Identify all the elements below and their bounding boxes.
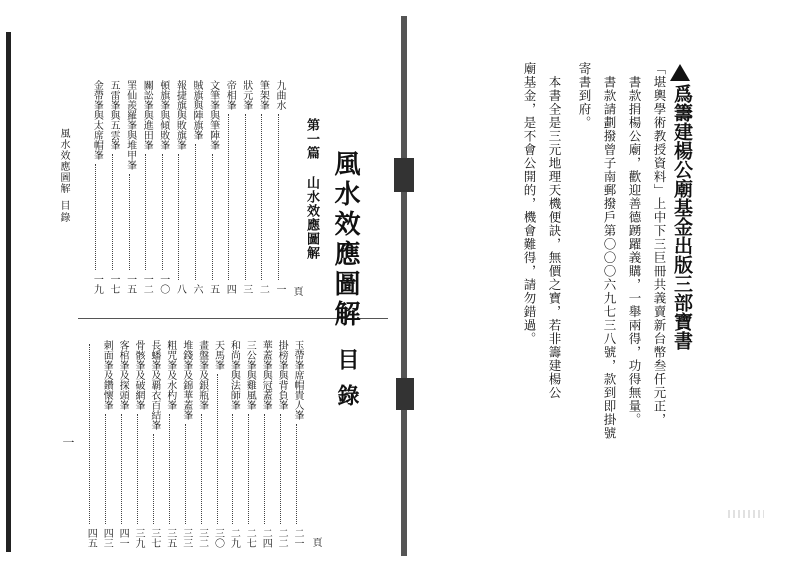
toc-leader-dots: [145, 154, 146, 270]
toc-entry: [123, 80, 137, 294]
toc-entry-title: 掛榜峯與背負峯: [276, 340, 288, 410]
toc-leader-dots: [228, 114, 229, 280]
toc-leader-dots: [169, 414, 170, 524]
book-title: 風水效應圖解: [330, 150, 360, 330]
toc-leader-dots: [195, 144, 196, 280]
toc-heading: 目錄: [334, 348, 360, 420]
toc-entry-page: 二四: [260, 528, 272, 548]
toc-entry: [189, 80, 203, 294]
toc-leader-dots: [232, 414, 233, 524]
toc-entry-page: 三三: [180, 528, 192, 548]
toc-entry-title: 刺面峯及鑽懷峯: [101, 340, 113, 410]
ad-text-line: 書款捐楊公廟，歡迎善德踴躍義購，一舉兩得，功得無量。: [627, 62, 642, 427]
toc-entry-title: 長蟠峯及覇衣百結峯: [148, 340, 160, 430]
toc-entry-title: 金帶峯與太席帽峯: [91, 80, 103, 160]
toc-entry-title: 帝相峯: [224, 80, 236, 110]
toc-entry-page: 一九: [91, 274, 103, 294]
toc-entry: [206, 80, 220, 294]
toc-entry: [172, 80, 186, 294]
toc-entry-page: 二一: [292, 528, 303, 548]
ad-text-line: 書款請劃撥曾子南郵撥戶第〇〇〇六九七三八號，款到即掛號: [602, 62, 617, 440]
toc-entry-page: 二二: [276, 528, 288, 548]
ad-text-line: 「堪輿學術教授資料」上中下三巨冊共義賣新台幣叁仟元正，: [652, 62, 667, 427]
page-unit-bottom: 頁: [310, 537, 321, 547]
toc-leader-dots: [280, 414, 281, 524]
toc-entry-page: 六: [191, 284, 202, 294]
spine-clip-bottom: [396, 378, 414, 410]
chapter-title: 第一篇 山水效應圖解: [304, 118, 319, 260]
toc-entry-title: 華蓋峯與冠蓋峯: [260, 340, 272, 410]
toc-leader-dots: [261, 114, 262, 280]
toc-entry: [211, 340, 225, 548]
toc-leader-dots: [153, 434, 154, 524]
toc-leader-dots: [201, 414, 202, 524]
toc-leader-dots: [162, 154, 163, 270]
toc-entry: [115, 340, 129, 548]
toc-entry-title: 賊旗與陣旗峯: [191, 80, 202, 140]
toc-leader-dots: [217, 374, 218, 524]
toc-entry-page: 五: [207, 284, 219, 294]
toc-leader-dots: [212, 154, 213, 280]
toc-entry-title: 畫盤峯及銀瓶峯: [196, 340, 208, 410]
toc-entry-page: 二: [257, 284, 269, 294]
toc-leader-dots: [95, 164, 96, 270]
toc-entry: [131, 340, 145, 548]
toc-entry-page: 一: [274, 284, 285, 294]
toc-entry: [258, 340, 272, 548]
toc-entry-title: 文筆峯與筆陣峯: [207, 80, 219, 150]
toc-entry: [106, 80, 120, 294]
toc-entry: [147, 340, 161, 548]
toc-entry-page: 八: [174, 284, 186, 294]
toc-leader-dots: [89, 344, 90, 524]
center-spine: [401, 16, 407, 556]
running-title: 風水效應圖解: [58, 128, 69, 194]
ad-triangle-icon: [670, 64, 690, 81]
toc-entry: [239, 80, 253, 294]
ad-text-line: 本書全是三元地理天機便訣，無價之寶，若非籌建楊公: [547, 62, 562, 400]
toc-entry-page: 四一: [117, 528, 129, 548]
toc-entry-page: 四五: [85, 528, 97, 548]
toc-entry-page: 三: [240, 284, 252, 294]
toc-leader-dots: [105, 414, 106, 524]
toc-entry-title: 筆架峯: [257, 80, 269, 110]
toc-leader-dots: [278, 114, 279, 280]
toc-entry-page: 三二: [196, 528, 208, 548]
spine-clip-top: [394, 158, 414, 192]
toc-entry-page: 一七: [108, 274, 119, 294]
toc-entry: [179, 340, 193, 548]
toc-entry: [99, 340, 113, 548]
toc-leader-dots: [129, 174, 130, 270]
toc-entry-title: 罣仙羨羅峯與堆甲峯: [124, 80, 136, 170]
toc-entry: [226, 340, 240, 548]
toc-entry-page: 四三: [101, 528, 113, 548]
toc-leader-dots: [178, 154, 179, 280]
toc-leader-dots: [248, 414, 249, 524]
toc-entry-title: 關訟峯與進田峯: [141, 80, 153, 150]
toc-leader-dots: [245, 114, 246, 280]
toc-entry: [89, 80, 103, 294]
toc-entry-title: 粗咒峯及水杓峯: [164, 340, 176, 410]
toc-leader-dots: [121, 414, 122, 524]
toc-entry: [255, 80, 269, 294]
page-stain: [728, 510, 764, 518]
ad-text-line: 寄書到府。: [577, 62, 592, 130]
running-section: 目錄: [58, 200, 69, 224]
toc-entry-title: 九曲水: [274, 80, 285, 110]
toc-entry-title: 五雷峯與五雲峯: [108, 80, 119, 150]
toc-entry-page: 一五: [124, 274, 136, 294]
toc-entry-page: 三七: [148, 528, 160, 548]
toc-entry: [156, 80, 170, 294]
ad-text-line: 廟基金，是不會公開的，機會難得，請勿錯過。: [522, 62, 537, 346]
toc-entry-page: 三五: [164, 528, 176, 548]
toc-entry-page: 二九: [228, 528, 240, 548]
toc-entry: [222, 80, 236, 294]
toc-entry-page: 四: [224, 284, 236, 294]
toc-entry: [139, 80, 153, 294]
toc-entry-title: 狀元峯: [240, 80, 252, 110]
toc-leader-dots: [137, 414, 138, 524]
toc-entry: [195, 340, 209, 548]
toc-entry: [272, 80, 286, 294]
toc-entry-title: 玉帶峯席帽貴人峯: [292, 340, 303, 420]
toc-entry: [83, 340, 97, 548]
toc-leader-dots: [185, 424, 186, 524]
toc-entry-page: 一二: [141, 274, 153, 294]
toc-entry: [290, 340, 304, 548]
toc-entry-title: 頓旗峯與傾敗峯: [157, 80, 169, 150]
page-number: 一: [61, 436, 75, 448]
toc-entry: [274, 340, 288, 548]
toc-leader-dots: [264, 414, 265, 524]
ad-headline: 爲籌建楊公廟基金出版三部寶書: [671, 84, 693, 350]
toc-entry-page: 三〇: [212, 528, 224, 548]
toc-entry-title: 堆錢峯及錦華蓋峯: [180, 340, 192, 420]
toc-entry-title: 骨骸峯及破網峯: [133, 340, 144, 410]
toc-leader-dots: [112, 154, 113, 270]
toc-entry-title: 三公峯與雞風峯: [244, 340, 256, 410]
toc-entry-page: 一〇: [157, 274, 169, 294]
page-unit-top: 頁: [291, 286, 302, 296]
toc-leader-dots: [296, 424, 297, 524]
toc-entry: [163, 340, 177, 548]
toc-entry-page: 二七: [244, 528, 256, 548]
toc-entry-title: 客棺峯及探頭峯: [117, 340, 129, 410]
toc-entry-title: 報捷旗與敗旗峯: [174, 80, 186, 150]
toc-entry-title: 和尚峯與法師峯: [228, 340, 240, 410]
toc-entry: [242, 340, 256, 548]
left-binding-edge: [6, 32, 11, 552]
toc-entry-page: 三九: [133, 528, 144, 548]
toc-entry-title: 天馬峯: [212, 340, 224, 370]
